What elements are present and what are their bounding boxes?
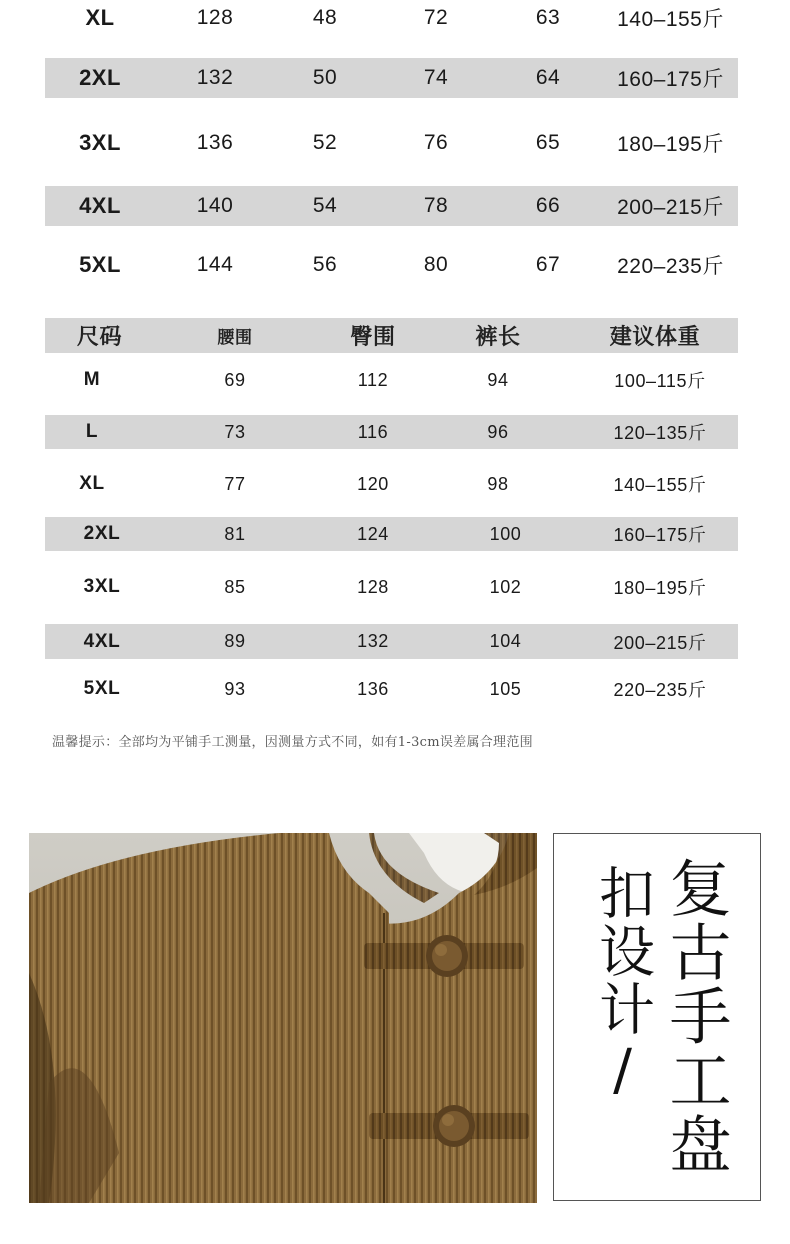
- length-cell: 102: [489, 576, 522, 597]
- weight-cell: 200–215斤: [613, 632, 707, 653]
- value-cell: 67: [535, 253, 561, 276]
- header-size: 尺码: [76, 324, 123, 350]
- length-cell: 94: [487, 369, 509, 390]
- waist-cell: 89: [224, 631, 246, 651]
- value-cell: 132: [196, 66, 234, 89]
- value-cell: 78: [423, 194, 449, 217]
- value-cell: 63: [535, 6, 561, 29]
- hip-cell: 112: [357, 369, 389, 390]
- value-cell: 144: [196, 253, 234, 276]
- length-cell: 100: [489, 523, 522, 544]
- size-cell: 4XL: [79, 193, 121, 218]
- value-cell: 65: [535, 131, 561, 154]
- weight-cell: 100–115斤: [614, 371, 706, 391]
- hip-cell: 128: [357, 576, 389, 597]
- value-cell: 56: [312, 253, 338, 276]
- weight-cell: 140–155斤: [613, 475, 707, 495]
- table-row: [45, 670, 738, 708]
- value-cell: 48: [312, 6, 338, 29]
- weight-cell: 140–155斤: [617, 8, 724, 31]
- weight-cell: 160–175斤: [617, 68, 724, 91]
- weight-cell: 220–235斤: [613, 680, 707, 700]
- table-row: [45, 58, 738, 98]
- size-cell: XL: [85, 5, 115, 30]
- size-cell: 3XL: [79, 130, 121, 155]
- product-detail-photo: [29, 833, 537, 1203]
- size-cell: L: [85, 421, 99, 442]
- measurement-note: 温馨提示：全部均为平铺手工测量，因测量方式不同，如有1-3cm误差属合理范围: [52, 734, 533, 750]
- length-cell: 105: [489, 678, 522, 699]
- waist-cell: 93: [224, 678, 246, 699]
- waist-cell: 77: [224, 473, 246, 494]
- hip-cell: 124: [357, 523, 389, 544]
- size-cell: XL: [79, 473, 105, 494]
- value-cell: 136: [196, 131, 234, 154]
- table-row: [45, 624, 738, 659]
- design-caption-box: [553, 833, 761, 1201]
- weight-cell: 180–195斤: [613, 578, 707, 598]
- weight-cell: 120–135斤: [613, 423, 707, 443]
- header-length: 裤长: [475, 324, 521, 350]
- size-cell: 2XL: [83, 523, 121, 544]
- waist-cell: 85: [224, 576, 246, 597]
- table-row: [45, 569, 738, 605]
- size-cell: 5XL: [83, 678, 121, 699]
- weight-cell: 200–215斤: [617, 196, 724, 219]
- caption-line-1: 复古手工盘: [659, 856, 732, 1176]
- size-cell: 4XL: [83, 630, 121, 652]
- length-cell: 104: [489, 631, 522, 651]
- value-cell: 72: [423, 6, 449, 29]
- length-cell: 98: [487, 473, 509, 494]
- table-row: [45, 415, 738, 449]
- waist-cell: 81: [224, 523, 246, 544]
- size-cell: 3XL: [83, 576, 121, 597]
- caption-line-2: 扣设计/: [590, 864, 655, 1105]
- table-row: [45, 186, 738, 226]
- header-waist: 腰围: [217, 328, 253, 348]
- weight-cell: 160–175斤: [613, 525, 707, 545]
- hip-cell: 120: [357, 473, 389, 494]
- value-cell: 50: [312, 66, 338, 89]
- value-cell: 140: [196, 194, 234, 217]
- hip-cell: 116: [357, 421, 389, 442]
- value-cell: 66: [535, 194, 561, 217]
- table-row: [45, 0, 738, 36]
- size-cell: 2XL: [79, 65, 121, 90]
- header-weight: 建议体重: [609, 324, 701, 350]
- waist-cell: 73: [224, 421, 246, 442]
- table-row: [45, 244, 738, 286]
- table-row: [45, 517, 738, 551]
- length-cell: 96: [487, 421, 509, 442]
- table-header-row: [45, 318, 738, 353]
- value-cell: 76: [423, 131, 449, 154]
- hip-cell: 132: [357, 631, 389, 651]
- table-row: [45, 362, 738, 398]
- hip-cell: 136: [357, 678, 389, 699]
- value-cell: 74: [423, 66, 449, 89]
- size-cell: 5XL: [79, 252, 121, 277]
- waist-cell: 69: [224, 369, 246, 390]
- table-row: [45, 466, 738, 502]
- value-cell: 128: [196, 6, 234, 29]
- value-cell: 54: [312, 194, 338, 217]
- weight-cell: 220–235斤: [617, 255, 724, 278]
- table-row: [45, 122, 738, 164]
- value-cell: 80: [423, 253, 449, 276]
- size-cell: M: [83, 369, 101, 390]
- header-hip: 臀围: [350, 324, 396, 350]
- value-cell: 52: [312, 131, 338, 154]
- weight-cell: 180–195斤: [617, 133, 724, 156]
- value-cell: 64: [535, 66, 561, 89]
